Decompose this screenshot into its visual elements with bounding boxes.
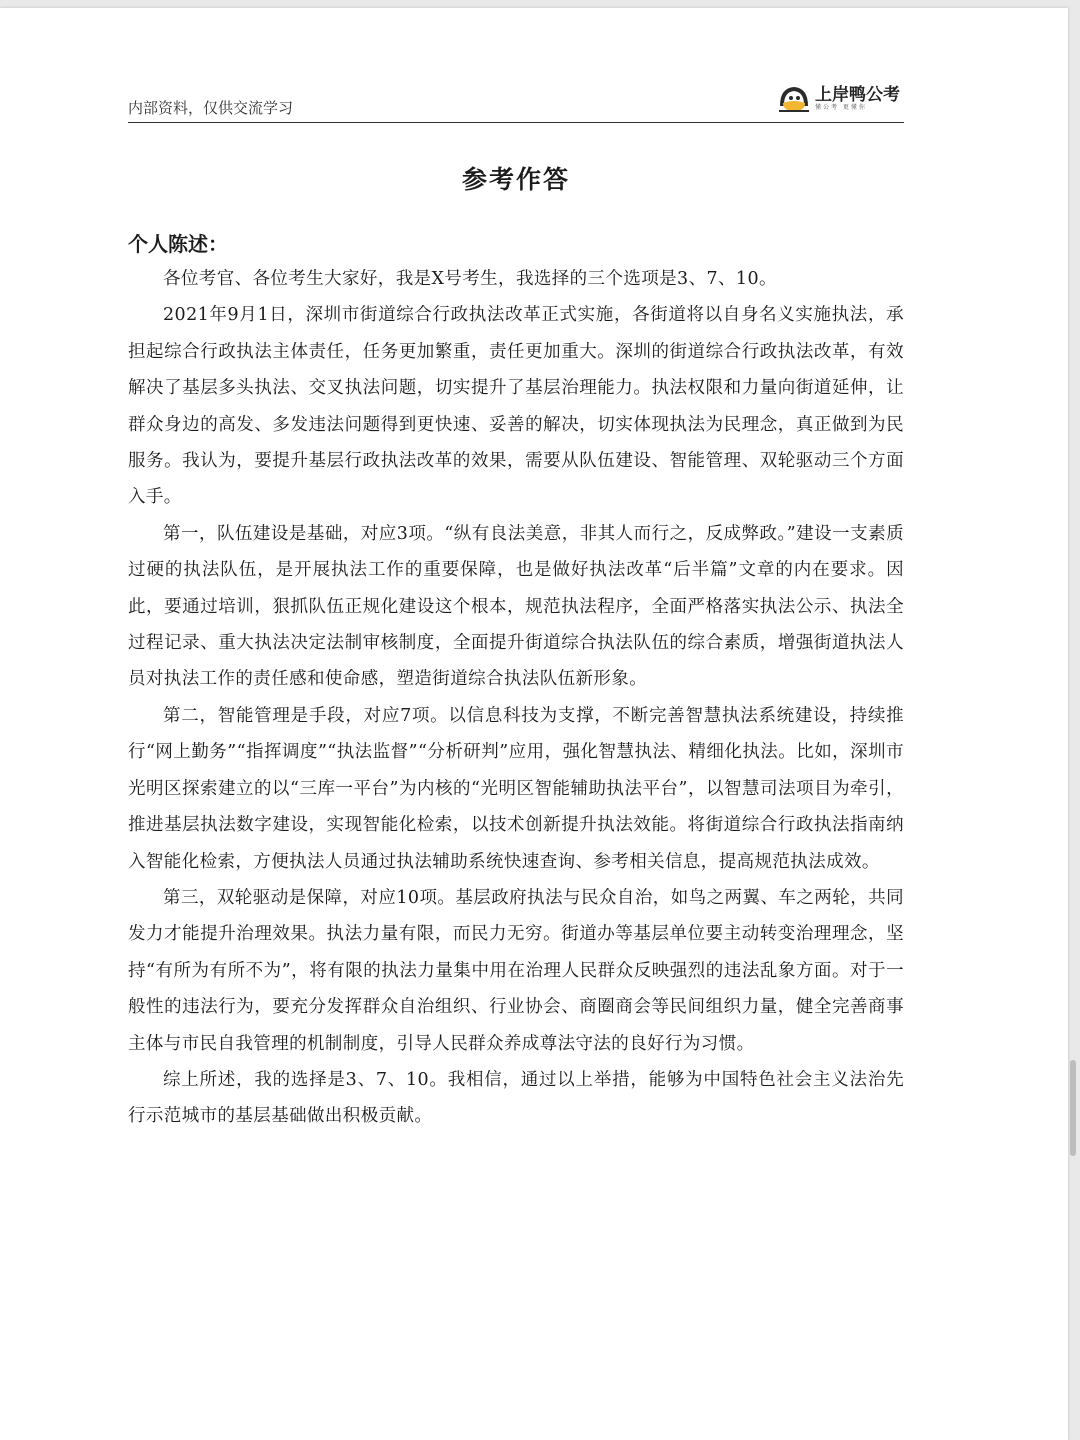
paragraph-second-point: 第二，智能管理是手段，对应7项。以信息科技为支撑，不断完善智慧执法系统建设，持续推行“网上勤务”“指挥调度”“执法监督”“分析研判”应用，强化智慧执法、精细化执法。比如，深圳市光明区探索建立的以“三库一平台”为内核的“光明区智能辅助执法平台”，以智慧司法项目为牵引，推进基层执法数字建设，实现智能化检索，以技术创新提升执法效能。将街道综合行政执法指南纳入智能化检索，方便执法人员通过执法辅助系统快速查询、参考相关信息，提高规范执法成效。: [128, 705, 904, 872]
page-header: [128, 78, 904, 123]
paragraph-background: 2021年9月1日，深圳市街道综合行政执法改革正式实施，各街道将以自身名义实施执法，承担起综合行政执法主体责任，任务更加繁重，责任更加重大。深圳的街道综合行政执法改革，有效解决了基层多头执法、交叉执法问题，切实提升了基层治理能力。执法权限和力量向街道延伸，让群众身边的高发、多发违法问题得到更快速、妥善的解决，切实体现执法为民理念，真正做到为民服务。我认为，要提升基层行政执法改革的效果，需要从队伍建设、智能管理、双轮驱动三个方面入手。: [128, 305, 904, 508]
paragraph-conclusion: 综上所述，我的选择是3、7、10。我相信，通过以上举措，能够为中国特色社会主义法治先行示范城市的基层基础做出积极贡献。: [128, 1069, 904, 1127]
duck-logo-icon: [777, 84, 811, 114]
paragraph-first-point: 第一，队伍建设是基础，对应3项。“纵有良法美意，非其人而行之，反成弊政。”建设一支素质过硬的执法队伍，是开展执法工作的重要保障，也是做好执法改革“后半篇”文章的内在要求。因此，要通过培训，狠抓队伍正规化建设这个根本，规范执法程序，全面严格落实执法公示、执法全过程记录、重大执法决定法制审核制度，全面提升街道综合执法队伍的综合素质，增强街道执法人员对执法工作的责任感和使命感，塑造街道综合执法队伍新形象。: [128, 523, 904, 690]
answer-body: [128, 261, 904, 1135]
section-heading: 个人陈述：: [128, 232, 228, 256]
header-note: 内部资料，仅供交流学习: [128, 99, 294, 117]
logo-name: 上岸鸭公考: [815, 85, 900, 105]
document-page: [0, 8, 1068, 1440]
logo-slogan: 懂公考 更懂你: [815, 104, 867, 111]
paragraph-third-point: 第三，双轮驱动是保障，对应10项。基层政府执法与民众自治，如鸟之两翼、车之两轮，共同发力才能提升治理效果。执法力量有限，而民力无穷。街道办等基层单位要主动转变治理理念，坚持“有所为有所不为”，将有限的执法力量集中用在治理人民群众反映强烈的违法乱象方面。对于一般性的违法行为，要充分发挥群众自治组织、行业协会、商圈商会等民间组织力量，健全完善商事主体与市民自我管理的机制制度，引导人民群众养成尊法守法的良好行为习惯。: [128, 887, 904, 1054]
paragraph-intro: 各位考官、各位考生大家好，我是X号考生，我选择的三个选项是3、7、10。: [163, 269, 777, 289]
brand-logo: [777, 82, 900, 116]
vertical-scrollbar[interactable]: [1070, 1060, 1076, 1156]
page-title: 参考作答: [461, 165, 570, 194]
